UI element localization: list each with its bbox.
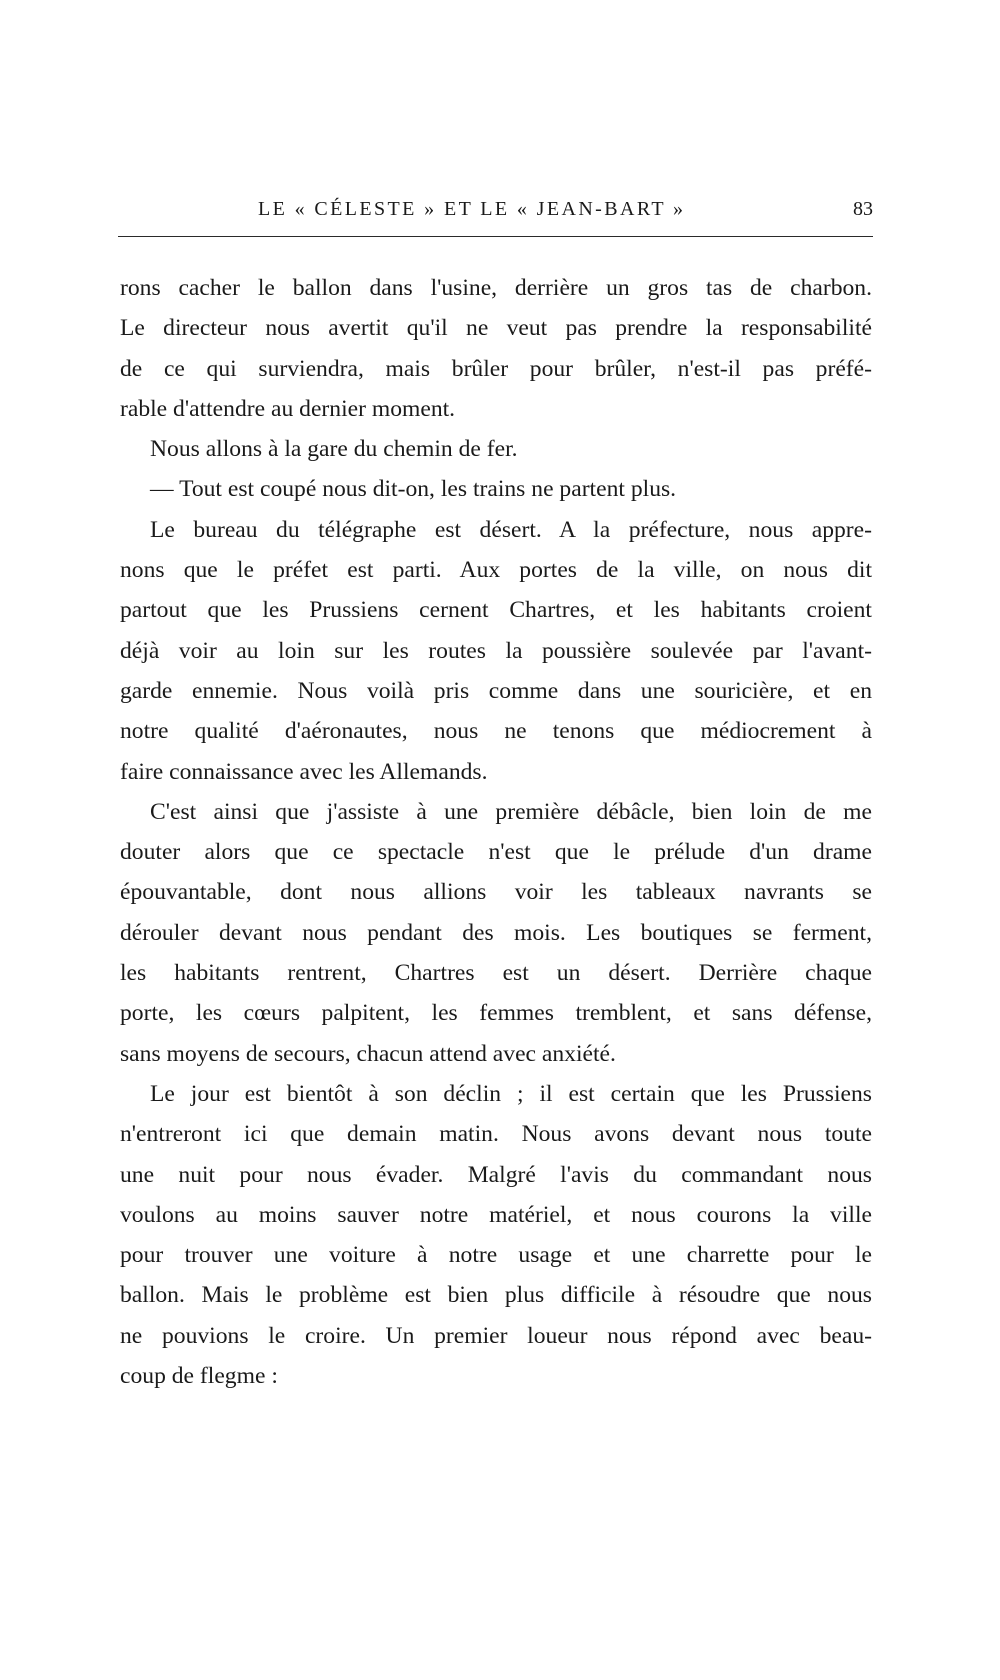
- text-line: notre qualité d'aéronautes, nous ne tenons que médiocrement à: [120, 718, 872, 745]
- text-line: Le jour est bientôt à son déclin ; il est certain que les Prussiens: [150, 1080, 872, 1107]
- text-line: faire connaissance avec les Allemands.: [120, 758, 488, 785]
- text-line: Nous allons à la gare du chemin de fer.: [150, 436, 518, 463]
- text-line: de ce qui surviendra, mais brûler pour brûler, n'est-il pas préfé-: [120, 355, 872, 382]
- text-line: nons que le préfet est parti. Aux portes de la ville, on nous dit: [120, 557, 872, 584]
- page-number: 83: [853, 198, 873, 220]
- text-line: — Tout est coupé nous dit-on, les trains ne partent plus.: [150, 476, 677, 503]
- text-line: Le directeur nous avertit qu'il ne veut pas prendre la responsabilité: [120, 315, 872, 342]
- header-rule: [118, 236, 873, 237]
- text-line: sans moyens de secours, chacun attend avec anxiété.: [120, 1040, 616, 1067]
- running-head: [118, 192, 873, 226]
- text-line: les habitants rentrent, Chartres est un désert. Derrière chaque: [120, 960, 872, 987]
- text-line: ballon. Mais le problème est bien plus difficile à résoudre que nous: [120, 1282, 872, 1309]
- text-line: ne pouvions le croire. Un premier loueur nous répond avec beau-: [120, 1322, 872, 1349]
- text-line: déjà voir au loin sur les routes la poussière soulevée par l'avant-: [120, 637, 872, 664]
- text-line: épouvantable, dont nous allions voir les tableaux navrants se: [120, 879, 872, 906]
- text-line: pour trouver une voiture à notre usage et une charrette pour le: [120, 1242, 872, 1269]
- text-line: C'est ainsi que j'assiste à une première débâcle, bien loin de me: [150, 798, 872, 825]
- text-line: partout que les Prussiens cernent Chartres, et les habitants croient: [120, 597, 872, 624]
- running-title: LE « CÉLESTE » ET LE « JEAN-BART »: [258, 198, 686, 220]
- text-line: Le bureau du télégraphe est désert. A la préfecture, nous appre-: [150, 516, 872, 543]
- text-line: une nuit pour nous évader. Malgré l'avis du commandant nous: [120, 1161, 872, 1188]
- text-line: coup de flegme :: [120, 1363, 278, 1390]
- text-line: dérouler devant nous pendant des mois. Les boutiques se ferment,: [120, 919, 872, 946]
- text-line: voulons au moins sauver notre matériel, et nous courons la ville: [120, 1201, 872, 1228]
- text-line: n'entreront ici que demain matin. Nous avons devant nous toute: [120, 1121, 872, 1148]
- body-text: [120, 268, 872, 1396]
- text-line: rable d'attendre au dernier moment.: [120, 395, 456, 422]
- text-line: rons cacher le ballon dans l'usine, derrière un gros tas de charbon.: [120, 275, 872, 301]
- text-line: porte, les cœurs palpitent, les femmes tremblent, et sans défense,: [120, 1000, 872, 1027]
- text-line: garde ennemie. Nous voilà pris comme dans une souricière, et en: [120, 677, 872, 704]
- text-line: douter alors que ce spectacle n'est que le prélude d'un drame: [120, 839, 872, 866]
